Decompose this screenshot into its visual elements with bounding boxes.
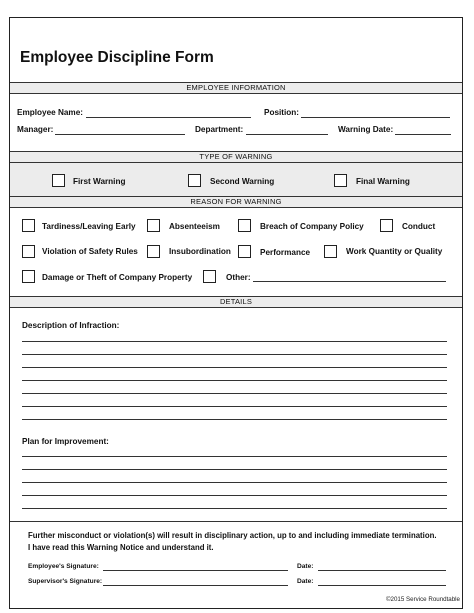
- warning-date-label: Warning Date:: [338, 125, 394, 134]
- section-header-details: DETAILS: [10, 296, 462, 308]
- employee-signature-field[interactable]: [103, 570, 288, 571]
- conduct-label: Conduct: [402, 222, 436, 231]
- breach-of-policy-checkbox[interactable]: [238, 219, 251, 232]
- safety-rules-checkbox[interactable]: [22, 245, 35, 258]
- safety-rules-label: Violation of Safety Rules: [42, 247, 138, 256]
- plan-line[interactable]: [22, 495, 447, 496]
- description-line[interactable]: [22, 419, 447, 420]
- insubordination-checkbox[interactable]: [147, 245, 160, 258]
- section-header-employee-information: EMPLOYEE INFORMATION: [10, 82, 462, 94]
- department-field[interactable]: [246, 134, 328, 135]
- plan-line[interactable]: [22, 508, 447, 509]
- supervisor-date-field[interactable]: [318, 585, 446, 586]
- section-header-reason-for-warning: REASON FOR WARNING: [10, 196, 462, 208]
- section-header-type-of-warning: TYPE OF WARNING: [10, 151, 462, 163]
- conduct-checkbox[interactable]: [380, 219, 393, 232]
- final-warning-label: Final Warning: [356, 177, 410, 186]
- employee-name-label: Employee Name:: [17, 108, 83, 117]
- second-warning-checkbox[interactable]: [188, 174, 201, 187]
- first-warning-checkbox[interactable]: [52, 174, 65, 187]
- other-checkbox[interactable]: [203, 270, 216, 283]
- department-label: Department:: [195, 125, 244, 134]
- form-title: Employee Discipline Form: [20, 49, 214, 66]
- manager-field[interactable]: [55, 134, 185, 135]
- supervisor-date-label: Date:: [297, 578, 314, 585]
- position-label: Position:: [264, 108, 300, 117]
- warning-date-field[interactable]: [395, 134, 451, 135]
- tardiness-checkbox[interactable]: [22, 219, 35, 232]
- plan-line[interactable]: [22, 456, 447, 457]
- plan-for-improvement-label: Plan for Improvement:: [22, 437, 109, 446]
- supervisor-signature-label: Supervisor's Signature:: [28, 578, 103, 585]
- description-line[interactable]: [22, 393, 447, 394]
- other-reason-field[interactable]: [253, 281, 446, 282]
- breach-of-policy-label: Breach of Company Policy: [260, 222, 364, 231]
- manager-label: Manager:: [17, 125, 54, 134]
- other-label: Other:: [226, 273, 251, 282]
- plan-line[interactable]: [22, 482, 447, 483]
- description-line[interactable]: [22, 406, 447, 407]
- damage-theft-checkbox[interactable]: [22, 270, 35, 283]
- plan-line[interactable]: [22, 469, 447, 470]
- description-line[interactable]: [22, 354, 447, 355]
- first-warning-label: First Warning: [73, 177, 126, 186]
- employee-date-field[interactable]: [318, 570, 446, 571]
- employee-signature-label: Employee's Signature:: [28, 563, 99, 570]
- performance-label: Performance: [260, 248, 311, 257]
- footer-divider: [10, 521, 462, 522]
- employee-name-field[interactable]: [86, 117, 251, 118]
- absenteeism-label: Absenteeism: [169, 222, 220, 231]
- work-quality-checkbox[interactable]: [324, 245, 337, 258]
- final-warning-checkbox[interactable]: [334, 174, 347, 187]
- employee-date-label: Date:: [297, 563, 314, 570]
- tardiness-label: Tardiness/Leaving Early: [42, 222, 136, 231]
- copyright-notice: ©2015 Service Roundtable: [385, 596, 460, 603]
- work-quality-label: Work Quantity or Quality: [346, 247, 443, 256]
- damage-theft-label: Damage or Theft of Company Property: [42, 273, 193, 282]
- termination-notice: Further misconduct or violation(s) will result in disciplinary action, up to and including immediate termination.: [28, 531, 437, 540]
- acknowledgement-text: I have read this Warning Notice and understand it.: [28, 543, 214, 552]
- second-warning-label: Second Warning: [210, 177, 275, 186]
- position-field[interactable]: [301, 117, 450, 118]
- insubordination-label: Insubordination: [169, 247, 231, 256]
- description-line[interactable]: [22, 367, 447, 368]
- description-line[interactable]: [22, 341, 447, 342]
- supervisor-signature-field[interactable]: [103, 585, 288, 586]
- performance-checkbox[interactable]: [238, 245, 251, 258]
- description-of-infraction-label: Description of Infraction:: [22, 321, 120, 330]
- description-line[interactable]: [22, 380, 447, 381]
- absenteeism-checkbox[interactable]: [147, 219, 160, 232]
